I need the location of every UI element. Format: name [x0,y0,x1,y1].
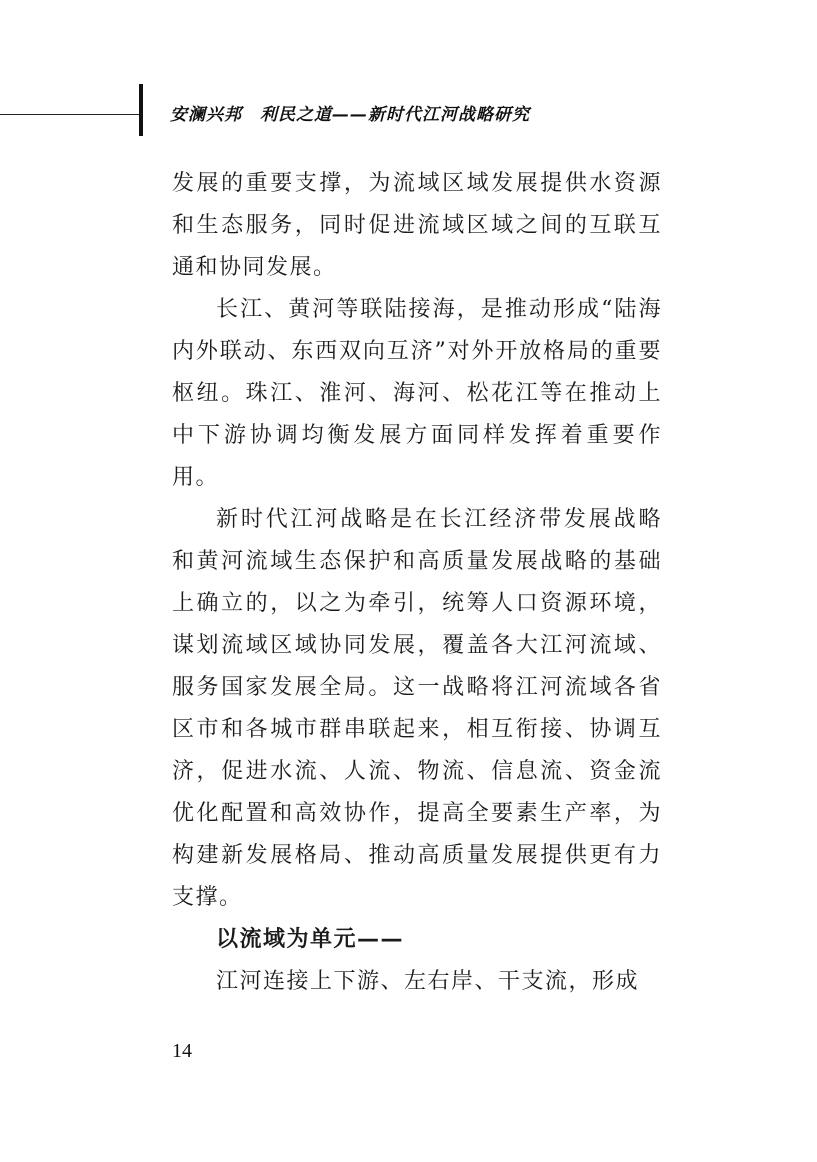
paragraph: 新时代江河战略是在长江经济带发展战略和黄河流域生态保护和高质量发展战略的基础上确立的，以之为牵引，统筹人口资源环境，谋划流域区域协同发展，覆盖各大江河流域、服务国家发展全局。这一战略将江河流域各省区市和各城市群串联起来，相互衔接、协调互济，促进水流、人流、物流、信息流、资金流优化配置和高效协作，提高全要素生产率，为构建新发展格局、推动高质量发展提供更有力支撑。 [172,507,662,910]
section-subheading: 以流域为单元—— [216,927,405,952]
paragraph: 江河连接上下游、左右岸、干支流，形成 [216,969,640,994]
page-number: 14 [172,1040,192,1062]
header-bar [139,84,143,136]
body-text [172,163,662,1003]
running-header-title: 安澜兴邦 利民之道——新时代江河战略研究 [170,105,530,125]
header-rule [0,114,141,115]
paragraph-continued: 发展的重要支撑，为流域区域发展提供水资源和生态服务，同时促进流域区域之间的互联互通和协同发展。 [172,171,662,280]
paragraph: 长江、黄河等联陆接海，是推动形成“陆海内外联动、东西双向互济”对外开放格局的重要枢纽。珠江、淮河、海河、松花江等在推动上中下游协调均衡发展方面同样发挥着重要作用。 [172,297,662,490]
